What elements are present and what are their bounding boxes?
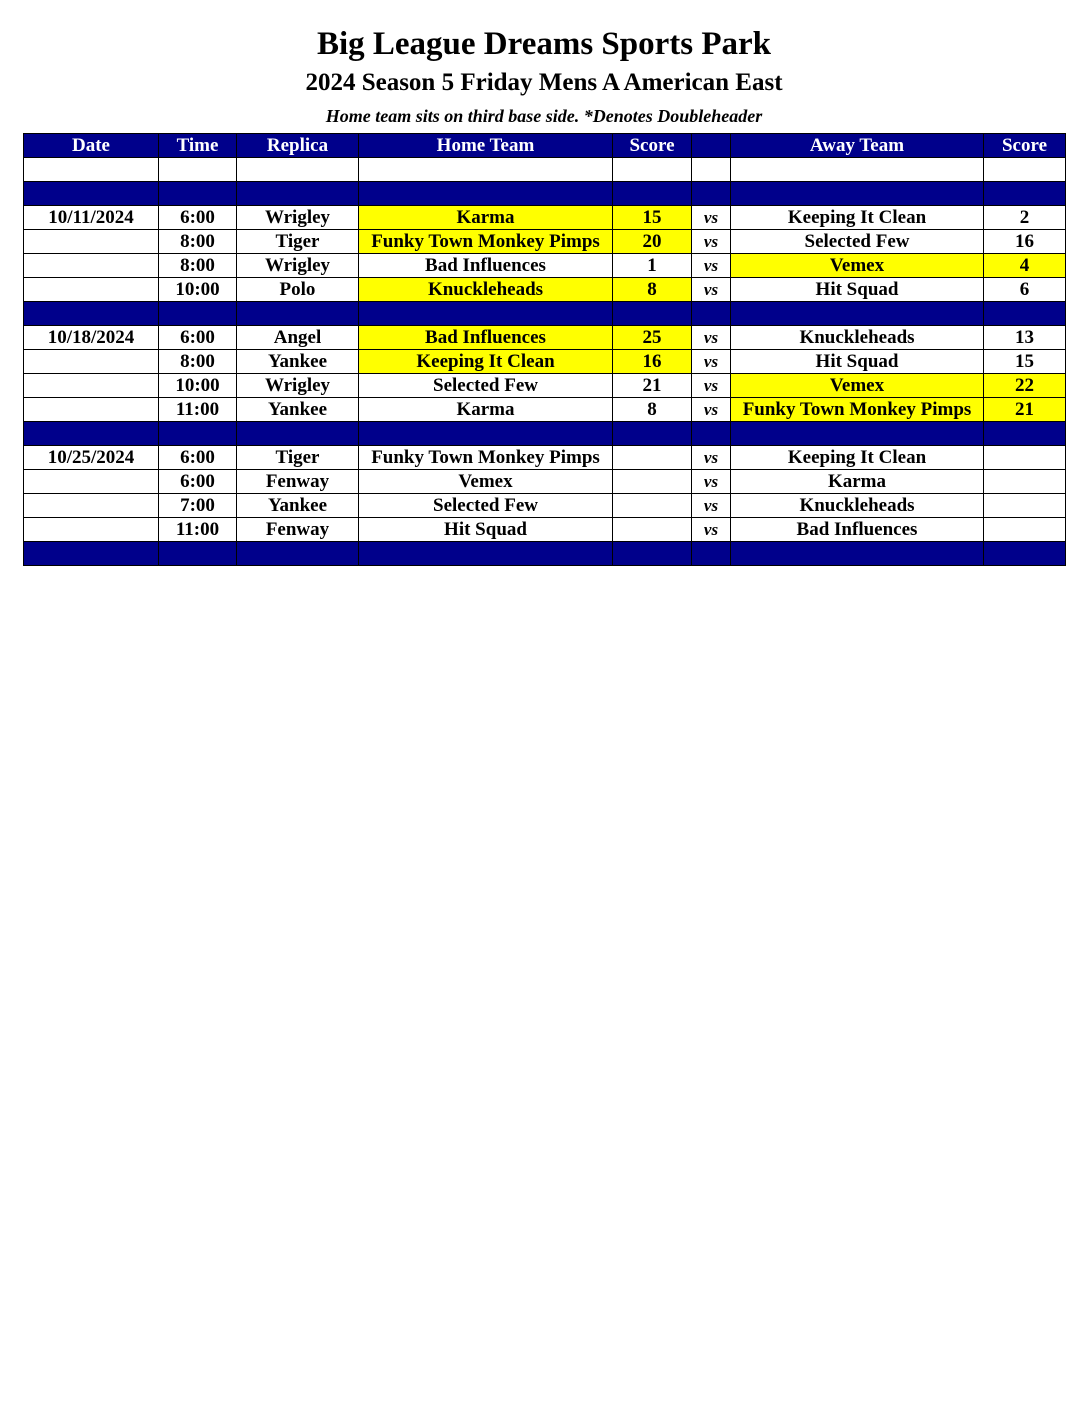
schedule-note: Home team sits on third base side. *Denotes Doubleheader	[325, 106, 763, 126]
home-team: Bad Influences	[359, 254, 613, 278]
vs-label: vs	[692, 350, 731, 374]
home-score: 8	[613, 278, 692, 302]
game-time: 8:00	[159, 350, 237, 374]
week-separator-cell	[359, 302, 613, 326]
blank-row-cell	[359, 158, 613, 182]
away-team: Keeping It Clean	[731, 206, 984, 230]
home-team: Bad Influences	[359, 326, 613, 350]
home-score	[613, 446, 692, 470]
game-replica: Wrigley	[237, 254, 359, 278]
week-separator-cell	[24, 542, 159, 566]
vs-label: vs	[692, 278, 731, 302]
away-score	[984, 446, 1066, 470]
vs-label: vs	[692, 326, 731, 350]
away-score: 22	[984, 374, 1066, 398]
away-team: Knuckleheads	[731, 326, 984, 350]
vs-label: vs	[692, 254, 731, 278]
blank-row-cell	[24, 158, 159, 182]
home-team: Karma	[359, 398, 613, 422]
home-score	[613, 518, 692, 542]
col-header-date: Date	[24, 134, 159, 158]
week-separator-cell	[359, 182, 613, 206]
away-team: Karma	[731, 470, 984, 494]
away-score: 21	[984, 398, 1066, 422]
week-separator-cell	[613, 542, 692, 566]
week-separator-cell	[731, 302, 984, 326]
col-header-away-score: Score	[984, 134, 1066, 158]
game-row	[24, 398, 1066, 422]
game-time: 6:00	[159, 326, 237, 350]
week-separator-cell	[159, 182, 237, 206]
game-row	[24, 518, 1066, 542]
game-row	[24, 278, 1066, 302]
week-separator-cell	[237, 542, 359, 566]
away-score: 6	[984, 278, 1066, 302]
home-score: 21	[613, 374, 692, 398]
away-score: 15	[984, 350, 1066, 374]
game-row	[24, 254, 1066, 278]
game-time: 7:00	[159, 494, 237, 518]
game-replica: Angel	[237, 326, 359, 350]
week-separator-cell	[731, 182, 984, 206]
home-team: Selected Few	[359, 374, 613, 398]
vs-label: vs	[692, 206, 731, 230]
game-row	[24, 230, 1066, 254]
col-header-replica: Replica	[237, 134, 359, 158]
away-team: Vemex	[731, 254, 984, 278]
game-replica: Yankee	[237, 494, 359, 518]
game-row	[24, 470, 1066, 494]
vs-label: vs	[692, 398, 731, 422]
game-time: 10:00	[159, 374, 237, 398]
home-score: 15	[613, 206, 692, 230]
home-score: 1	[613, 254, 692, 278]
away-score: 13	[984, 326, 1066, 350]
home-team: Funky Town Monkey Pimps	[359, 446, 613, 470]
week-separator	[24, 422, 1066, 446]
week-separator-cell	[613, 302, 692, 326]
vs-label: vs	[692, 230, 731, 254]
week-separator-cell	[984, 302, 1066, 326]
home-team: Vemex	[359, 470, 613, 494]
game-time: 6:00	[159, 446, 237, 470]
away-score: 4	[984, 254, 1066, 278]
game-date: 10/25/2024	[24, 446, 159, 470]
game-row	[24, 350, 1066, 374]
week-separator-cell	[359, 542, 613, 566]
away-team: Vemex	[731, 374, 984, 398]
page-title: Big League Dreams Sports Park	[316, 26, 772, 62]
away-team: Keeping It Clean	[731, 446, 984, 470]
week-separator-cell	[237, 422, 359, 446]
game-date	[24, 230, 159, 254]
week-separator-cell	[731, 542, 984, 566]
home-team: Knuckleheads	[359, 278, 613, 302]
week-separator-cell	[613, 182, 692, 206]
home-team: Karma	[359, 206, 613, 230]
week-separator-cell	[159, 302, 237, 326]
game-time: 10:00	[159, 278, 237, 302]
game-time: 6:00	[159, 206, 237, 230]
week-separator-cell	[984, 542, 1066, 566]
away-score	[984, 494, 1066, 518]
week-separator	[24, 542, 1066, 566]
game-date	[24, 518, 159, 542]
header-row	[24, 134, 1066, 158]
col-header-away-team: Away Team	[731, 134, 984, 158]
blank-row-cell	[237, 158, 359, 182]
away-score	[984, 518, 1066, 542]
week-separator	[24, 302, 1066, 326]
away-team: Hit Squad	[731, 278, 984, 302]
away-team: Knuckleheads	[731, 494, 984, 518]
home-score: 20	[613, 230, 692, 254]
blank-row-cell	[692, 158, 731, 182]
week-separator-cell	[159, 542, 237, 566]
away-score	[984, 470, 1066, 494]
game-date	[24, 350, 159, 374]
vs-label: vs	[692, 494, 731, 518]
game-date: 10/11/2024	[24, 206, 159, 230]
week-separator-cell	[692, 422, 731, 446]
home-score: 16	[613, 350, 692, 374]
game-time: 6:00	[159, 470, 237, 494]
vs-label: vs	[692, 518, 731, 542]
week-separator-cell	[984, 182, 1066, 206]
away-score: 16	[984, 230, 1066, 254]
home-score	[613, 494, 692, 518]
game-replica: Fenway	[237, 470, 359, 494]
vs-label: vs	[692, 470, 731, 494]
week-separator-cell	[692, 182, 731, 206]
game-date	[24, 470, 159, 494]
game-date: 10/18/2024	[24, 326, 159, 350]
game-replica: Fenway	[237, 518, 359, 542]
game-row	[24, 446, 1066, 470]
game-replica: Yankee	[237, 398, 359, 422]
blank-row-cell	[159, 158, 237, 182]
blank-row-cell	[613, 158, 692, 182]
home-score	[613, 470, 692, 494]
game-replica: Yankee	[237, 350, 359, 374]
home-score: 8	[613, 398, 692, 422]
game-replica: Polo	[237, 278, 359, 302]
away-team: Bad Influences	[731, 518, 984, 542]
game-time: 11:00	[159, 518, 237, 542]
game-date	[24, 278, 159, 302]
game-row	[24, 206, 1066, 230]
week-separator	[24, 182, 1066, 206]
col-header-home-team: Home Team	[359, 134, 613, 158]
home-score: 25	[613, 326, 692, 350]
blank-row-cell	[731, 158, 984, 182]
game-date	[24, 494, 159, 518]
game-row	[24, 326, 1066, 350]
game-row	[24, 494, 1066, 518]
home-team: Hit Squad	[359, 518, 613, 542]
away-score: 2	[984, 206, 1066, 230]
week-separator-cell	[159, 422, 237, 446]
col-header-vs	[692, 134, 731, 158]
game-date	[24, 374, 159, 398]
game-time: 11:00	[159, 398, 237, 422]
league-subtitle: 2024 Season 5 Friday Mens A American East	[305, 69, 783, 96]
game-time: 8:00	[159, 230, 237, 254]
game-time: 8:00	[159, 254, 237, 278]
game-replica: Tiger	[237, 230, 359, 254]
blank-row	[24, 158, 1066, 182]
week-separator-cell	[24, 422, 159, 446]
week-separator-cell	[359, 422, 613, 446]
week-separator-cell	[237, 182, 359, 206]
away-team: Hit Squad	[731, 350, 984, 374]
away-team: Selected Few	[731, 230, 984, 254]
week-separator-cell	[24, 182, 159, 206]
week-separator-cell	[692, 302, 731, 326]
home-team: Keeping It Clean	[359, 350, 613, 374]
week-separator-cell	[731, 422, 984, 446]
vs-label: vs	[692, 374, 731, 398]
blank-row-cell	[984, 158, 1066, 182]
home-team: Selected Few	[359, 494, 613, 518]
game-date	[24, 398, 159, 422]
week-separator-cell	[613, 422, 692, 446]
col-header-time: Time	[159, 134, 237, 158]
col-header-home-score: Score	[613, 134, 692, 158]
game-date	[24, 254, 159, 278]
week-separator-cell	[24, 302, 159, 326]
away-team: Funky Town Monkey Pimps	[731, 398, 984, 422]
schedule-body	[24, 158, 1066, 566]
home-team: Funky Town Monkey Pimps	[359, 230, 613, 254]
week-separator-cell	[237, 302, 359, 326]
game-replica: Wrigley	[237, 206, 359, 230]
week-separator-cell	[692, 542, 731, 566]
vs-label: vs	[692, 446, 731, 470]
schedule-table	[23, 133, 1066, 566]
game-row	[24, 374, 1066, 398]
game-replica: Tiger	[237, 446, 359, 470]
game-replica: Wrigley	[237, 374, 359, 398]
week-separator-cell	[984, 422, 1066, 446]
